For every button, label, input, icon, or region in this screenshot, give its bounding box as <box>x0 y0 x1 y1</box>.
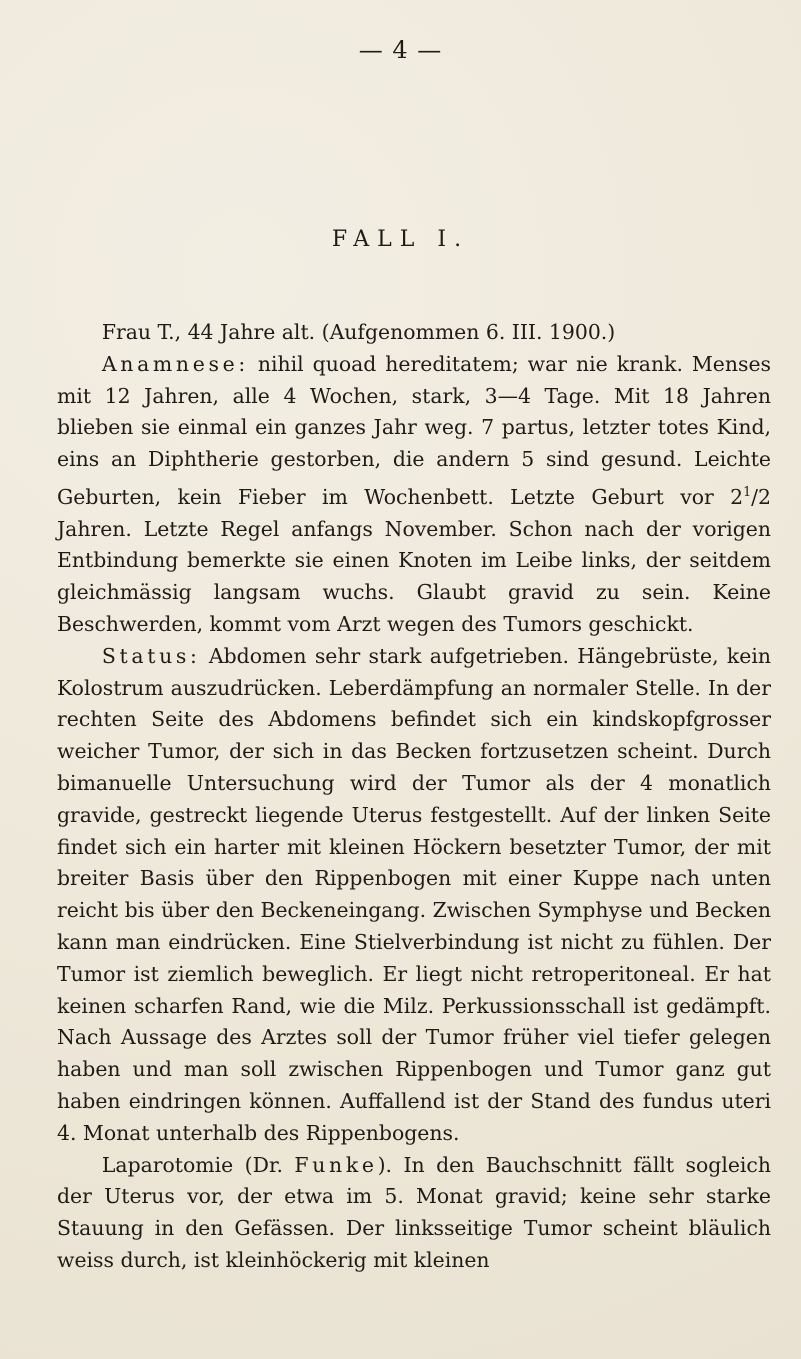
laparotomie-name: Funke <box>294 1152 378 1177</box>
anamnese-label: Anamnese: <box>101 351 249 376</box>
case-heading: FALL I. <box>331 227 470 252</box>
intro-paragraph: Frau T., 44 Jahre alt. (Aufgenommen 6. III. 1900.) <box>101 320 616 344</box>
anamnese-paragraph <box>57 349 771 641</box>
anamnese-fraction-sup: 1 <box>743 483 752 499</box>
status-paragraph <box>57 641 771 1150</box>
body-text <box>57 317 771 1277</box>
anamnese-text-b: Jahren. Letzte Regel anfangs November. Schon nach der vorigen Entbindung bemerkte sie einen Knoten im Leibe links, der seitdem gleichmässig langsam wuchs. Glaubt gravid zu sein. Keine Beschwerden, kommt vom Arzt wegen des Tumors geschickt. <box>57 516 771 636</box>
laparotomie-paragraph <box>57 1150 771 1277</box>
page-number: — 4 — <box>358 36 443 64</box>
status-label: Status: <box>101 643 201 668</box>
anamnese-text-a: nihil quoad hereditatem; war nie krank. Menses mit 12 Jahren, alle 4 Wochen, stark, 3—4 Tage. Mit 18 Jahren blieben sie einmal ein ganzes Jahr weg. 7 partus, letzter totes Kind, eins an Diphtherie gestorben, die andern 5 sind gesund. Leichte Geburten, kein Fieber im Wochenbett. Letzte Geburt vor 2 <box>57 351 771 509</box>
laparotomie-text-a: Laparotomie (Dr. <box>101 1152 295 1177</box>
anamnese-fraction-rest: /2 <box>751 484 771 509</box>
status-text: Abdomen sehr stark aufgetrieben. Hängebrüste, kein Kolostrum auszudrücken. Leberdämpfung an normaler Stelle. In der rechten Seite des Abdomens befindet sich ein kindskopfgrosser weicher Tumor, der sich in das Becken fortzusetzen scheint. Durch bimanuelle Untersuchung wird der Tumor als der 4 monatlich gravide, gestreckt liegende Uterus festgestellt. Auf der linken Seite findet sich ein harter mit kleinen Höckern besetzter Tumor, der mit breiter Basis über den Rippenbogen mit einer Kuppe nach unten reicht bis über den Beckeneingang. Zwischen Symphyse und Becken kann man eindrücken. Eine Stielverbindung ist nicht zu fühlen. Der Tumor ist ziemlich beweglich. Er liegt nicht retroperitoneal. Er hat keinen scharfen Rand, wie die Milz. Perkussionsschall ist gedämpft. Nach Aussage des Arztes soll der Tumor früher viel tiefer gelegen haben und man soll zwischen Rippenbogen und Tumor ganz gut haben eindringen können. Auffallend ist der Stand des fundus uteri 4. Monat unterhalb des Rippenbogens. <box>57 643 771 1145</box>
laparotomie-text-b: ). In den Bauchschnitt fällt sogleich der Uterus vor, der etwa im 5. Monat gravid; keine sehr starke Stauung in den Gefässen. Der linksseitige Tumor scheint bläulich weiss durch, ist kleinhöckerig mit kleinen <box>57 1152 771 1272</box>
